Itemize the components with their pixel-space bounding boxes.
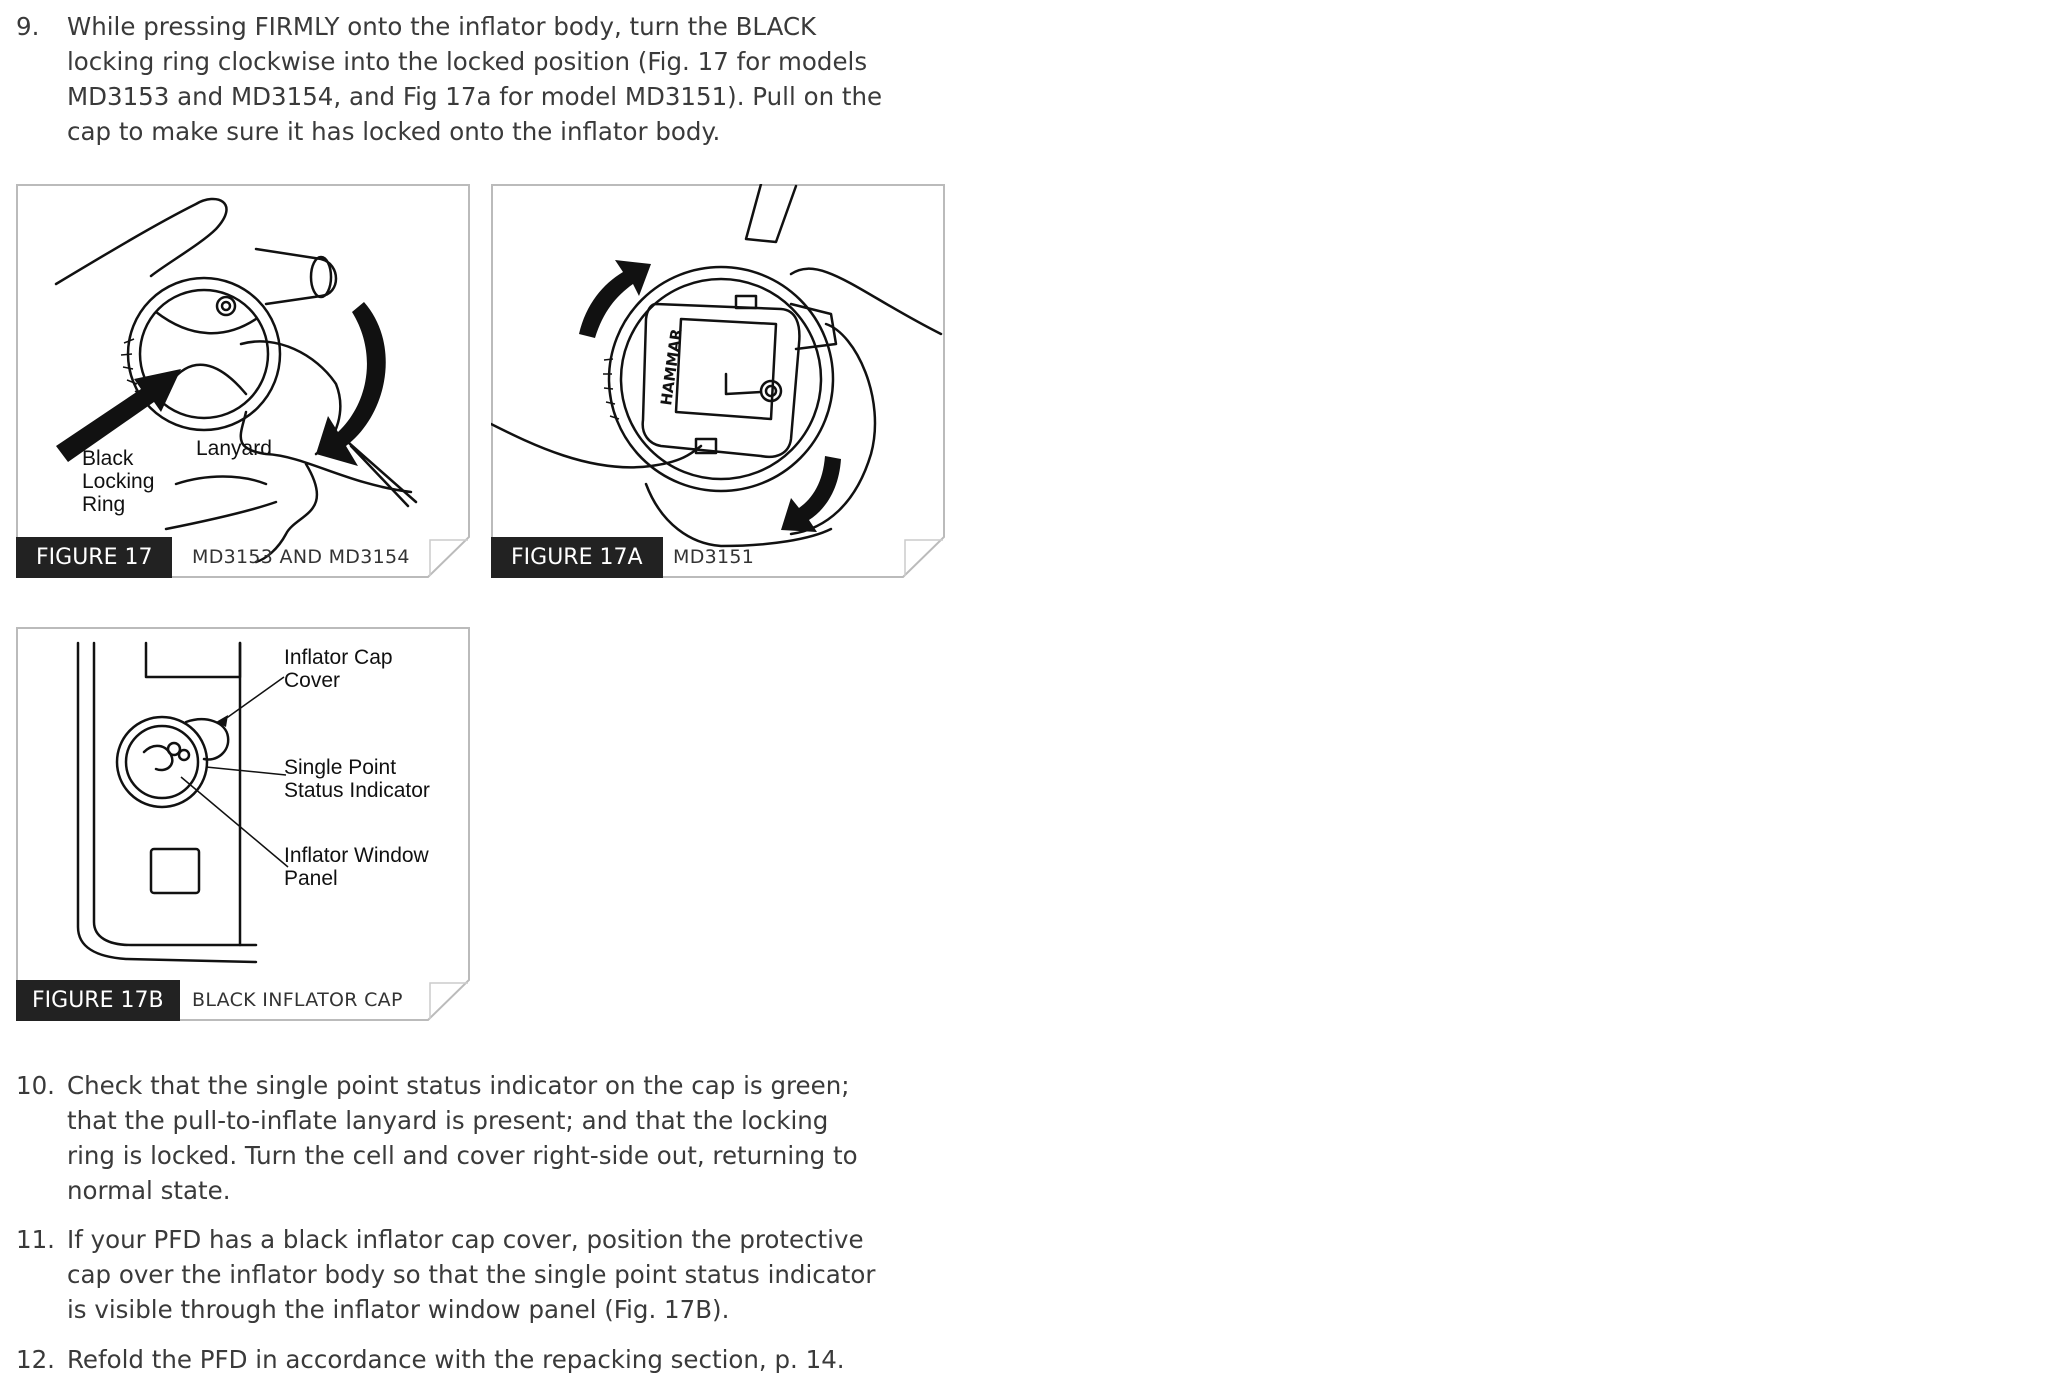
figure-17a	[491, 184, 945, 578]
figure-17a-illustration	[491, 184, 945, 578]
step-text: Check that the single point status indicator on the cap is green; that the pull-to-inflate lanyard is present; and that the locking ring is locked. Turn the cell and cover right-side out, returning to normal state.	[67, 1071, 858, 1205]
figure-17-caption: MD3153 AND MD3154	[192, 546, 410, 568]
figure-17a-tag: FIGURE 17A	[491, 537, 663, 578]
device-brand-text: HAMMAR	[657, 327, 686, 407]
label-inflator-window-panel: Inflator Window Panel	[284, 844, 429, 890]
figure-17b-tag: FIGURE 17B	[16, 980, 180, 1021]
step-text: Refold the PFD in accordance with the repacking section, p. 14.	[67, 1345, 845, 1374]
figure-17a-caption: MD3151	[673, 546, 755, 568]
label-inflator-cap-cover: Inflator Cap Cover	[284, 646, 393, 692]
step-number: 11.	[16, 1225, 55, 1254]
step-text: If your PFD has a black inflator cap cover, position the protective cap over the inflator body so that the single point status indicator is visible through the inflator window panel (Fig. 17B).	[67, 1225, 876, 1324]
step-number: 9.	[16, 12, 40, 41]
label-lanyard: Lanyard	[196, 437, 272, 460]
figure-17-tag: FIGURE 17	[16, 537, 172, 578]
label-black-locking-ring: Black Locking Ring	[82, 447, 155, 516]
step-number: 12.	[16, 1345, 55, 1374]
figure-17-illustration	[16, 184, 470, 578]
step-text: While pressing FIRMLY onto the inflator body, turn the BLACK locking ring clockwise into the locked position (Fig. 17 for models MD3153 and MD3154, and Fig 17a for model MD3151). Pull on the cap to make sure it has locked onto the inflator body.	[67, 12, 883, 146]
figure-17b	[16, 627, 470, 1021]
label-single-point-status-indicator: Single Point Status Indicator	[284, 756, 430, 802]
step-number: 10.	[16, 1071, 55, 1100]
figure-17	[16, 184, 470, 578]
figure-17b-illustration	[16, 627, 470, 1021]
figure-17b-caption: BLACK INFLATOR CAP	[192, 989, 403, 1011]
